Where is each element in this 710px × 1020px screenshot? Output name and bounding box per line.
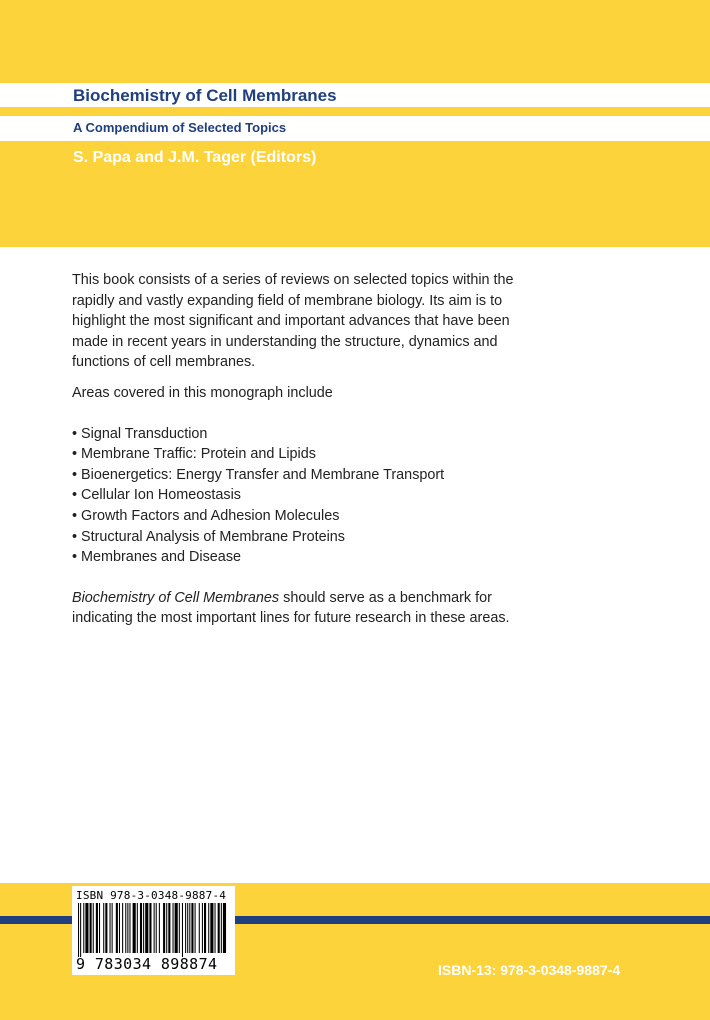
closing-text: should serve as a benchmark for indicating the most important lines for future research in these areas.	[72, 589, 510, 627]
barcode-bar	[175, 903, 178, 953]
barcode-bar	[218, 903, 220, 953]
closing-paragraph	[72, 588, 532, 629]
barcode-bar	[116, 903, 118, 953]
barcode-bar	[93, 903, 94, 953]
barcode-bar	[145, 903, 148, 953]
list-item: • Structural Analysis of Membrane Proteins	[72, 528, 345, 545]
barcode-bar	[140, 903, 142, 953]
barcode-bar	[137, 903, 138, 953]
barcode-bar	[105, 903, 107, 953]
barcode-bar	[187, 903, 188, 953]
areas-list	[72, 424, 532, 568]
list-item: • Bioenergetics: Energy Transfer and Membrane Transport	[72, 466, 445, 483]
barcode-bar	[99, 903, 100, 953]
barcode-bar	[80, 903, 81, 957]
barcode-bar	[103, 903, 104, 953]
barcode-bar	[110, 903, 111, 953]
book-title: Biochemistry of Cell Membranes	[73, 86, 337, 105]
barcode-bar	[208, 903, 209, 953]
barcode-bar	[143, 903, 144, 953]
barcode-bar	[122, 903, 123, 953]
barcode-bar	[149, 903, 151, 953]
barcode-bar	[159, 903, 160, 953]
book-subtitle: A Compendium of Selected Topics	[73, 120, 287, 135]
barcode-bar	[90, 903, 92, 953]
barcode-bar	[195, 903, 196, 953]
barcode-bar	[173, 903, 174, 953]
barcode-bar	[119, 903, 120, 953]
barcode-bar	[78, 903, 79, 957]
barcode-bar	[189, 903, 190, 953]
list-item: • Cellular Ion Homeostasis	[72, 487, 241, 504]
barcode-digits: 9 783034 898874	[76, 955, 218, 973]
barcode-icon	[76, 903, 231, 957]
barcode-box	[72, 886, 235, 975]
back-cover-text	[72, 270, 532, 629]
barcode-bar	[83, 903, 84, 953]
closing-book-title: Biochemistry of Cell Membranes	[72, 589, 280, 606]
barcode-bar	[156, 903, 157, 953]
list-item: • Growth Factors and Adhesion Molecules	[72, 507, 340, 524]
list-item: • Signal Transduction	[72, 425, 208, 442]
editors-line: S. Papa and J.M. Tager (Editors)	[73, 149, 317, 166]
barcode-isbn-label: ISBN 978-3-0348-9887-4	[76, 889, 227, 902]
barcode-bar	[168, 903, 170, 953]
isbn13-label: ISBN-13: 978-3-0348-9887-4	[438, 962, 621, 978]
areas-intro: Areas covered in this monograph include	[72, 384, 333, 401]
barcode-bar	[210, 903, 213, 953]
barcode-bar	[221, 903, 222, 953]
list-item: • Membrane Traffic: Protein and Lipids	[72, 446, 316, 463]
barcode-bar	[215, 903, 216, 953]
barcode-bar	[112, 903, 113, 953]
barcode-bar	[133, 903, 136, 953]
barcode-bar	[191, 903, 193, 953]
barcode-bar	[96, 903, 98, 953]
list-item: • Membranes and Disease	[72, 549, 242, 566]
barcode-bar	[166, 903, 167, 953]
barcode-bar	[154, 903, 155, 953]
barcode-bar	[125, 903, 126, 953]
barcode-bar	[182, 903, 183, 957]
barcode-bar	[85, 903, 88, 953]
barcode-bar	[204, 903, 206, 953]
intro-paragraph: This book consists of a series of reviews on selected topics within the rapidly and vastly expanding field of membrane biology. Its aim is to highlight the most significant and important advances that have been made in recent years in understanding the structure, dynamics and functions of cell membranes.	[72, 272, 514, 371]
barcode-bar	[129, 903, 130, 953]
barcode-bar	[199, 903, 200, 953]
barcode-bar	[163, 903, 165, 953]
barcode-bar	[179, 903, 180, 953]
barcode-bar	[202, 903, 203, 953]
barcode-bar	[185, 903, 186, 953]
barcode-bar	[127, 903, 128, 953]
barcode-bar	[223, 903, 226, 953]
